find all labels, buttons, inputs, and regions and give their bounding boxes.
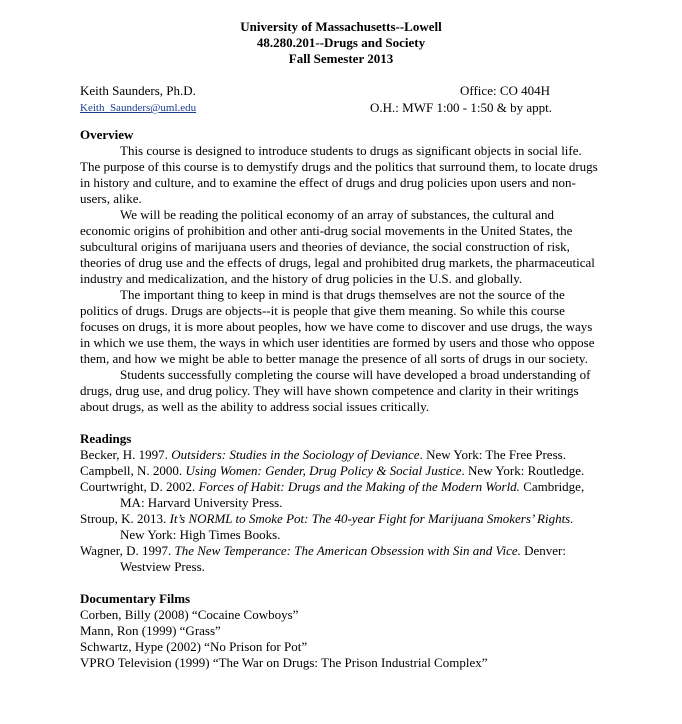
- film-item: Mann, Ron (1999) “Grass”: [80, 623, 221, 638]
- syllabus-body: [80, 127, 600, 671]
- reading-item: Courtwright, D. 2002. Forces of Habit: Drugs and the Making of the Modern World. Cambridge, MA: Harvard University Press.: [80, 479, 585, 510]
- office-hours: O.H.: MWF 1:00 - 1:50 & by appt.: [370, 100, 552, 115]
- overview-paragraph: The important thing to keep in mind is that drugs themselves are not the source of the politics of drugs. Drugs are objects--it is people that give them meaning. So while this course focuses on drugs, it is more about peoples, how we have come to discover and use drugs, the ways in which we use them, the ways in which user identities are formed by users and those who oppose them, and how we might be able to better manage the presence of all sorts of drugs in our society.: [80, 287, 595, 366]
- films-heading: Documentary Films: [80, 591, 191, 606]
- overview-paragraph: Students successfully completing the course will have developed a broad understanding of drugs, drug use, and drug policy. They will have shown competence and clarity in their writings about drugs, as well as the ability to address social issues critically.: [80, 367, 591, 414]
- film-item: Corben, Billy (2008) “Cocaine Cowboys”: [80, 607, 299, 622]
- instructor-email-link[interactable]: Keith_Saunders@uml.edu: [80, 102, 197, 114]
- reading-item: Campbell, N. 2000. Using Women: Gender, Drug Policy & Social Justice. New York: Routledge.: [80, 463, 585, 478]
- instructor-contact: [80, 83, 580, 117]
- syllabus-header: [0, 19, 682, 67]
- university-title: University of Massachusetts--Lowell: [240, 19, 442, 34]
- reading-item: Becker, H. 1997. Outsiders: Studies in the Sociology of Deviance. New York: The Free Press.: [80, 447, 566, 462]
- semester-title: Fall Semester 2013: [288, 51, 394, 66]
- overview-heading: Overview: [80, 127, 134, 142]
- film-item: Schwartz, Hype (2002) “No Prison for Pot”: [80, 639, 308, 654]
- reading-item: Stroup, K. 2013. It’s NORML to Smoke Pot: The 40-year Fight for Marijuana Smokers’ Rights. New York: High Times Books.: [80, 511, 574, 542]
- course-title: 48.280.201--Drugs and Society: [256, 35, 426, 50]
- reading-item: Wagner, D. 1997. The New Temperance: The American Obsession with Sin and Vice. Denver: Westview Press.: [80, 543, 566, 574]
- readings-heading: Readings: [80, 431, 132, 446]
- overview-paragraph: This course is designed to introduce students to drugs as significant objects in social life. The purpose of this course is to demystify drugs and the politics that surround them, to locate drugs in history and culture, and to examine the effect of drugs and drug policies upon users and non-users, alike.: [80, 143, 598, 206]
- overview-paragraph: We will be reading the political economy of an array of substances, the cultural and economic origins of prohibition and other anti-drug social movements in the United States, the subcultural origins of marijuana users and theories of deviance, the social construction of risk, theories of drug use and the effects of drugs, legal and prohibited drug markets, the pharmaceutical industry and medicalization, and the history of drug policies in the U.S. and globally.: [80, 207, 595, 286]
- instructor-name: Keith Saunders, Ph.D.: [80, 83, 196, 98]
- film-item: VPRO Television (1999) “The War on Drugs: The Prison Industrial Complex”: [80, 655, 488, 670]
- office-location: Office: CO 404H: [460, 83, 551, 98]
